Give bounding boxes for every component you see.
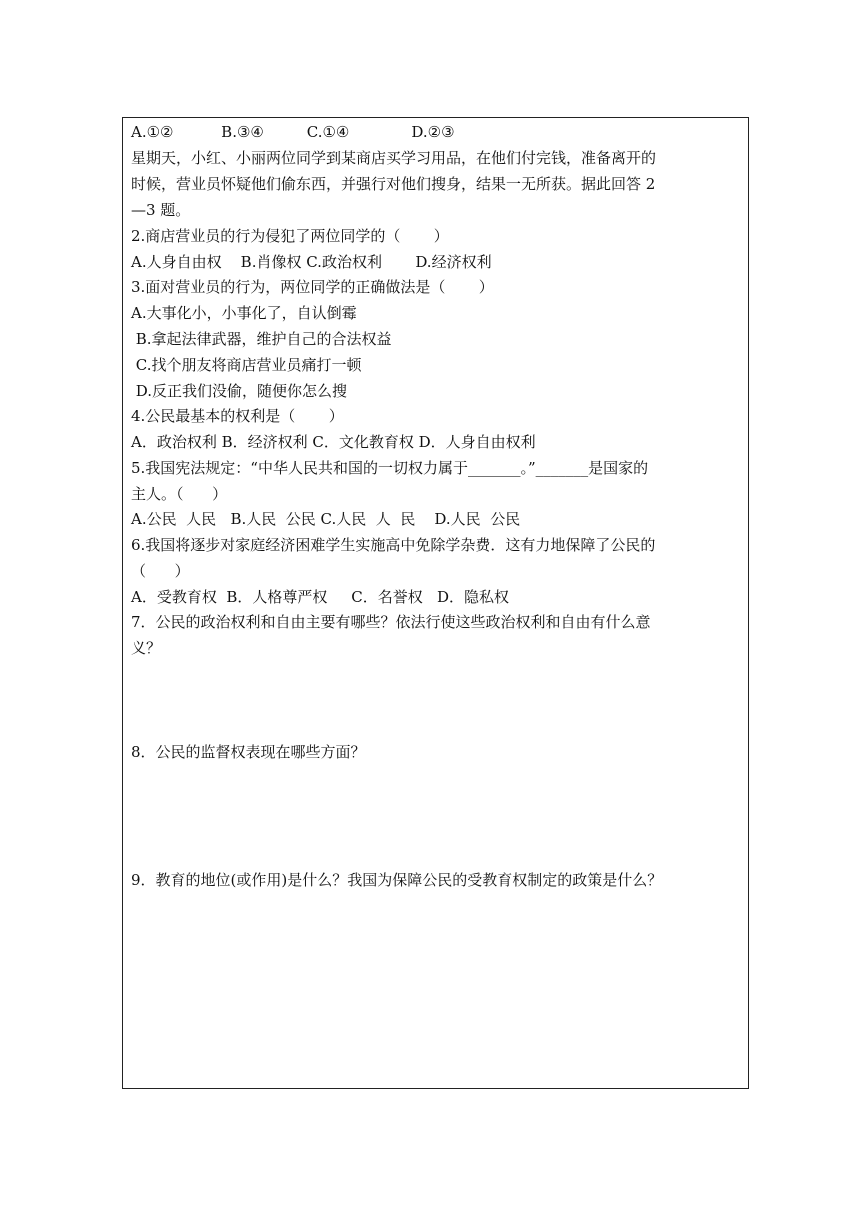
q4-stem: 4.公民最基本的权利是（ ）: [131, 407, 344, 425]
q3-option-b: B.拿起法律武器，维护自己的合法权益: [131, 330, 392, 348]
q1-options: A.①② B.③④ C.①④ D.②③: [131, 123, 455, 141]
scenario-line-2: 时候，营业员怀疑他们偷东西，并强行对他们搜身，结果一无所获。据此回答 2: [131, 175, 656, 193]
q3-option-a: A.大事化小，小事化了，自认倒霉: [131, 304, 357, 322]
q9-stem: 9．教育的地位(或作用)是什么？我国为保障公民的受教育权制定的政策是什么？: [131, 871, 663, 889]
q7-line-1: 7．公民的政治权利和自由主要有哪些？依法行使这些政治权利和自由有什么意: [131, 613, 651, 631]
q6-options: A．受教育权 B．人格尊严权 C．名誉权 D．隐私权: [131, 588, 510, 606]
q3-option-d: D.反正我们没偷，随便你怎么搜: [131, 382, 348, 400]
q5-stem-line-1: 5.我国宪法规定：“中华人民共和国的一切权力属于_______。”_______是国家的: [131, 459, 649, 477]
q2-options: A.人身自由权 B.肖像权 C.政治权利 D.经济权利: [131, 253, 492, 271]
q7-line-2: 义？: [131, 639, 162, 657]
q5-options: A.公民 人民 B.人民 公民 C.人民 人 民 D.人民 公民: [131, 510, 521, 528]
q6-stem-line-1: 6.我国将逐步对家庭经济困难学生实施高中免除学杂费．这有力地保障了公民的: [131, 536, 656, 554]
q5-stem-line-2: 主人。（ ）: [131, 485, 228, 503]
q6-stem-line-2: （ ）: [131, 562, 190, 580]
scenario-line-1: 星期天，小红、小丽两位同学到某商店买学习用品，在他们付完钱，准备离开的: [131, 149, 657, 167]
q8-stem: 8．公民的监督权表现在哪些方面？: [131, 743, 366, 761]
q3-stem: 3.面对营业员的行为，两位同学的正确做法是（ ）: [131, 278, 494, 296]
q3-option-c: C.找个朋友将商店营业员痛打一顿: [131, 356, 362, 374]
scenario-line-3: —3 题。: [131, 201, 191, 219]
q2-stem: 2.商店营业员的行为侵犯了两位同学的（ ）: [131, 227, 449, 245]
q4-options: A．政治权利 B．经济权利 C．文化教育权 D．人身自由权利: [131, 433, 536, 451]
